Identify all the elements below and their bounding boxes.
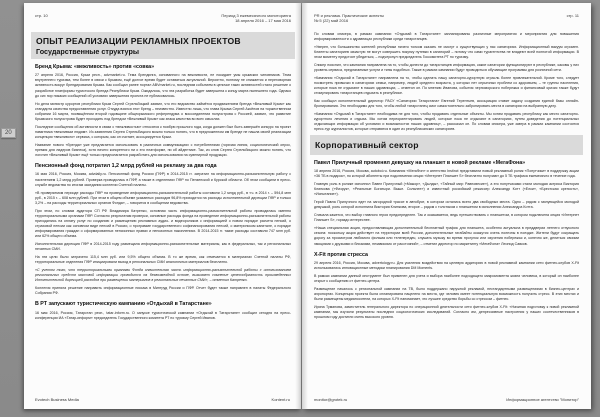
article-paragraph: Исполнительная дирекция ПФР в 2014-2015 году размещала информационно-разъяснительные материалы, как в федеральных, так и региональных печатных СМИ.: [35, 241, 291, 252]
header-period-line1: Период 3 ежемесячного мониторинга: [221, 13, 291, 18]
article-heading-pension-fund: Пенсионный фонд потратил 1,2 млрд рублей на рекламу за два года: [35, 163, 217, 170]
article-paragraph: Размещение началось с региональной кампании на ТВ, было поддержано наружной рекламой, нестандартными размещениями в бизнес-центрах и аэропортах. Концепция проекта была спланирована нацелено на места, где человек имеет потенциальную возможность получить стресс. В этих местах и были размещены медианосители, на которых X-Fit напоминает, что лучшее средство борьбы со стрессом – фитнес.: [314, 287, 579, 302]
article-paragraph: Коллегия приняла решение направить информационные письма в Минтруд России и ПФР. Отчет будет также направлен в палаты Федерального Собрания РФ.: [35, 285, 291, 296]
article-paragraph: Последние сообщения об активности в связи с «вежливостью» относятся к ноябрю прошлого года, когда должен был быть завершён конкурс на проект памятника «вежливым людям». Из заявления Сергея Стрельбицкого можно только понять, что в предложенном им бренде не нашла своей реализации концепция «вежливого» сервиса, с которым, как он считает, ассоциируется Крым.: [35, 124, 291, 139]
section-header-bar: [310, 135, 583, 155]
article-paragraph: 16 мая 2016, Россия, Москва, advdaily.ru. Пенсионный фонд России (ПФР) в 2014-2015 гг. затратил на информационно-разъяснительную работу с населением 1,2 млрд рублей. Проверка проводилась в ПФР, а также в отделениях ПФР по Пензенской и Курской области. Об этом сообщили в пресс-службе ведомства по итогам заседания коллегии Счетной палаты.: [35, 172, 291, 187]
footer-email: monitor@grotek.ru: [314, 397, 348, 402]
article-paragraph: «Кампания «Отдыхай в Татарстане» необходима не для того, чтобы продавать отдельные объекты. Мы хотим продавать республику как место санаторно-курортного лечения и отдыха. Мы хотим переориентировать людей, которые пока не отдыхают в санаториях, путем доведения до потенциальных отдыхающих информации об условиях и возможностях наших здравниц», – рассказал он. По словам спикера, уже завтра в рамках кампании состоится пресс-тур журналистов, которые отправятся в один из республиканских санаториев.: [314, 111, 579, 132]
page-header: [35, 13, 291, 24]
article-paragraph: «Кампания «Отдыхай в Татарстане» направлена на то, чтобы сделать нашу санаторно-курортную отрасль более привлекательной. Кроме того, следует посмотреть привычки в санаториях семьи, например, людей среднего возраста, у которых нет серьезных проблем со здоровьем, – те группы населения, которые пока не отдыхают в наших здравницах, – отметил он. По мнению Иванова, события черноморского побережья и финансовый кризис также будут стимулировать татарстанцев отдыхать в республике.: [314, 75, 579, 96]
header-period: [221, 13, 291, 24]
page-marker-tab: 20: [1, 128, 16, 138]
article-paragraph: В рамках кампании данный инструмент был применен для учета и выбора наиболее подходящего микромомента жизни человека, в который он наиболее открыт к сообщению от фитнес-центра.: [314, 274, 579, 284]
footer-site: Kontent.ru: [271, 397, 290, 402]
article-heading-tatarstan: В РТ запускают туристическую кампанию «Отдыхай в Татарстане»: [35, 301, 212, 308]
section-title: ОПЫТ РЕАЛИЗАЦИИ РЕКЛАМНЫХ ПРОЕКТОВ: [36, 35, 241, 46]
article-paragraph: «Уверен, что большинство жителей республики ничего толком сказать не смогут о существующих у нас санаториях. Информационный вакуум огромен. Клиенты санаториев зачастую не могут совершить покупку путевки в санаторий – потому что сами турагентства не владеют всей полнотой информации. В этом моменту предстоит убедиться, – подчеркнул председатель Госкомитета РТ по туризму.: [314, 44, 579, 59]
page-number-right: стр. 11: [566, 13, 579, 18]
header-period-line2: 18 апреля 2016 – 17 мая 2016: [235, 18, 291, 24]
article-paragraph: Герой Павла Прилучного едет на загородной трассе в автобусе, в котором остались всего два свободных места. Одно – рядом с милующейся молодой девушкой, роль которой исполнила Виктория Клинкова, второе – рядом с толстяком с планшетом в исполнении Александра Котта.: [314, 200, 579, 210]
header-publication-line2: № 5 (22) май 2016: [314, 18, 349, 24]
article-paragraph: 18 апреля 2016, Россия, Москва, autoboi.ru. Компания «МегаФон» и агентство Instinct представили новый рекламный ролик «Попутчики» в поддержку акции «36 ТБ в подарок», по которой абоненты при подключении опции «Интернет Планшет S» бесплатно получают до 5 ТБ трафика ежемесячно в течение года.: [314, 169, 579, 179]
header-publication: [314, 13, 384, 24]
article-paragraph: 27 апреля 2016, Россия, Крым респ., advmarket.ru. Тема брендинга, основанного на вежливости, не покидает умы крымских чиновников. Тема внутреннего туризма, тем более в связи с Крымом, ещё долгое время будет оставаться актуальной. Вероятно, поэтому не снижается и переговорная активность вокруг брендирования Крыма. Как сообщал ранее портал ABVmarket.ru, последним событием в цепочке таких активностей стало решение о разработке платформы туристского бренда Республики Крым. Ожидалось, что эта разработка будет завершена к концу марта нынешнего года. Однако до сих пор никаких сообщений об условиях завершения проекта не публиковалось.: [35, 73, 291, 98]
article-paragraph: Но дела министр курортов республики Крым Сергей Стрельбицкий заявил, что его ведомство займётся продвижением бренда «Вежливый Крым» как стандарта качества предоставления услуг. Откуда взялся этот бренд – неизвестно. Известно лишь, что глава Крыма Сергей Аксёнов на торжественном собрании 16 марта, посвящённом второй годовщине общекрымского референдума о воссоединении полуострова с Россией, заявил, что развитие Крымского полуострова будет проходить под брендом «Вежливый Крым» как знака качества во всех смыслах.: [35, 101, 291, 121]
article-paragraph: Сначала кажется, что выбор главного героя предопределен. Так и оказывается, ведь путешествовать с планшетом, в котором подключена опция «Интернет Планшет S», гораздо интереснее.: [314, 213, 579, 223]
page-header: [314, 13, 579, 24]
section-title-corporate: Корпоративный сектор: [315, 139, 419, 150]
article-heading-megafon: Павел Прилучный променял девушку на планшет в новой рекламе «МегаФона»: [314, 159, 526, 166]
right-page: [302, 3, 591, 409]
article-paragraph-quote: «С учетом того, что территориальными органами Фонда значительная часть информационно-разъяснительной работы с использованием региональных средств массовой информации проводится на безвозмездной основе, вызывает сомнение целесообразность произведенных Исполнительной дирекцией расходов при размещении материалов в региональных печатных СМИ», – отметил Катренко.: [35, 267, 291, 283]
left-page: [24, 3, 301, 409]
article-paragraph: «Наша специальная акция, предоставляющая дополнительный бесплатный трафик для планшета, особенно актуальна в преддверии летнего отпускного сезона: поскольку акция действует на территории всей России, дополнительные гигабайты окажутся очень полезны в поездке. Жители будут сокращать дорогу за просмотром любимого фильма или телепередач, слушать музыку во время прогулок или изучения побережья и, конечно же, делиться своими эмоциями с друзьями и близкими, независимо от расстояний», – отметил директор по маркетингу «МегаФона» Леонид Савков.: [314, 226, 579, 246]
section-subtitle: Государственные структуры: [36, 46, 139, 56]
article-paragraph: На эти цели было затрачено 115,4 млн руб. или 9,5% общего объема. В то же время, как отмечается в материалах Счетной палаты РФ, территориальные отделения ПФР инициировали выход в региональных СМИ аналогичных материалов бесплатно.: [35, 254, 291, 265]
article-paragraph: «В проверяемом периоде расходы ПФР на проведение информационно-разъяснительной работы составили 1,2 млрд руб., в т.ч. в 2014 г. – 594,8 млн руб., в 2015 г. – 608 млн рублей. При этом в общем объеме указанных расходов 96,8% приходится на расходы исполнительной дирекции ПФР и только 3,2% – на расходы территориальных органов Фонда», – говорится в сообщении ведомства.: [35, 190, 291, 205]
header-publication-line1: PR и реклама. Практические аспекты: [314, 13, 384, 18]
article-paragraph: Ирина Туманова, заместитель генерального директора по операционной деятельности сети фитнес-клубов X-Fit: «Начиная подготовку к новой рекламной кампании, мы изучили результаты последних социологических исследований. Согласно им, депрессивные настроения у наших соотечественников в прошлом году достигли очень высокого уровня.: [314, 305, 579, 320]
article-heading-xfit: X-Fit против стресса: [314, 251, 368, 258]
page-number-left: стр. 10: [35, 13, 48, 18]
article-paragraph: Спикер пояснил, что кампания направлена на то, чтобы донести до татарстанцев информацию, какие санатории функционируют в республике, каковы у них уровень сервиса, предлагаемые услуги и типы подобных. Также в рамках кампании будут проводиться обучающие программы для розничной сети.: [314, 62, 579, 72]
article-paragraph: По словам спикера, в рамках кампании «Отдыхай в Татарстане» запланированы различные мероприятия и мероприятия для повышения информированности о здравницах республики среди татарстанцев.: [314, 31, 579, 41]
article-paragraph: Как сообщил исполнительный директор РАСУ «Санатории Татарстана» Евгений Терентьев, ассоциация ставит задачу создания единой базы онлайн-бронирования. Это необходимо для того, чтобы любой татарстанец смог самостоятельно забронировать места в санатории на выбранную дату.: [314, 99, 579, 109]
article-paragraph: Главную роль в ролике исполнил Павел Прилучный («Мажор», «Дылды», «Тайный мир: Равновесие»), а его попутчиками стали молодая актриса Виктория Клинкова («Физрук», «Реальные Богатыри. Выше. Сильнее») и известный российский режиссер Александр Котт («Елки», «Брестская крепость», «Испытание»).: [314, 182, 579, 197]
page-footer: [35, 397, 290, 402]
article-paragraph: При этом, по словам аудитора СП РФ Владимира Катренко, основная часть информационно-разъяснительной работы проводилась именно территориальными органами ПФР. Согласно результатам проверки, основные расходы фонда на проведение информационно-разъяснительной работы приходились на оплату услуг по созданию и размещению рекламных аудио- и видеороликов с информацией о новом порядке расчета пенсий, о страховой пенсии как основном виде пенсий в России, о программе государственного софинансирования пенсий, о материнском капитале, о порядке информирования граждан о сформированных пенсионных правах и пенсионных накоплениях. В 2014-2015 гг. такие расходы составили 747 млн руб. или 62% общего объема.: [35, 208, 291, 239]
footer-publisher: Evotech Business Media: [35, 397, 79, 402]
article-paragraph: 29 апреля 2016, Россия, Москва, advertology.ru. Для усиления воздействия на целевую аудиторию в новой рекламной кампании сети фитнес-клубов X-Fit использовались инновационные методики планирования DM Moments.: [314, 261, 579, 271]
article-paragraph: Название нового «бренда» уже предлагается использовать в различных коммуникациях с потребителями (горячая линия, социологический опрос, премия для лидеров бизнеса), хотя ничего конкретного ни о его платформе, ни об айдентике. Так, из слов Сергея Стрельбицкого можно понять, что логотип «Вежливый Крым» ещё только предполагается разработать для использования на сувенирной продукции.: [35, 142, 291, 157]
footer-agency: Информационное агентство "Монитор": [506, 397, 579, 402]
article-heading-crimea: Бренд Крыма: «вежливость» против «совка»: [35, 63, 155, 70]
article-paragraph: 16 мая 2016, Россия, Татарстан респ., tatar-inform.ru. О запуске туристической кампании «Отдыхай в Татарстане» сообщил сегодня на пресс-конференции ИА «Татар-информ» председатель Государственного комитета РТ по туризму Сергей Иванов.: [35, 310, 291, 320]
section-header-bar: [31, 32, 295, 59]
page-footer: [314, 397, 579, 402]
